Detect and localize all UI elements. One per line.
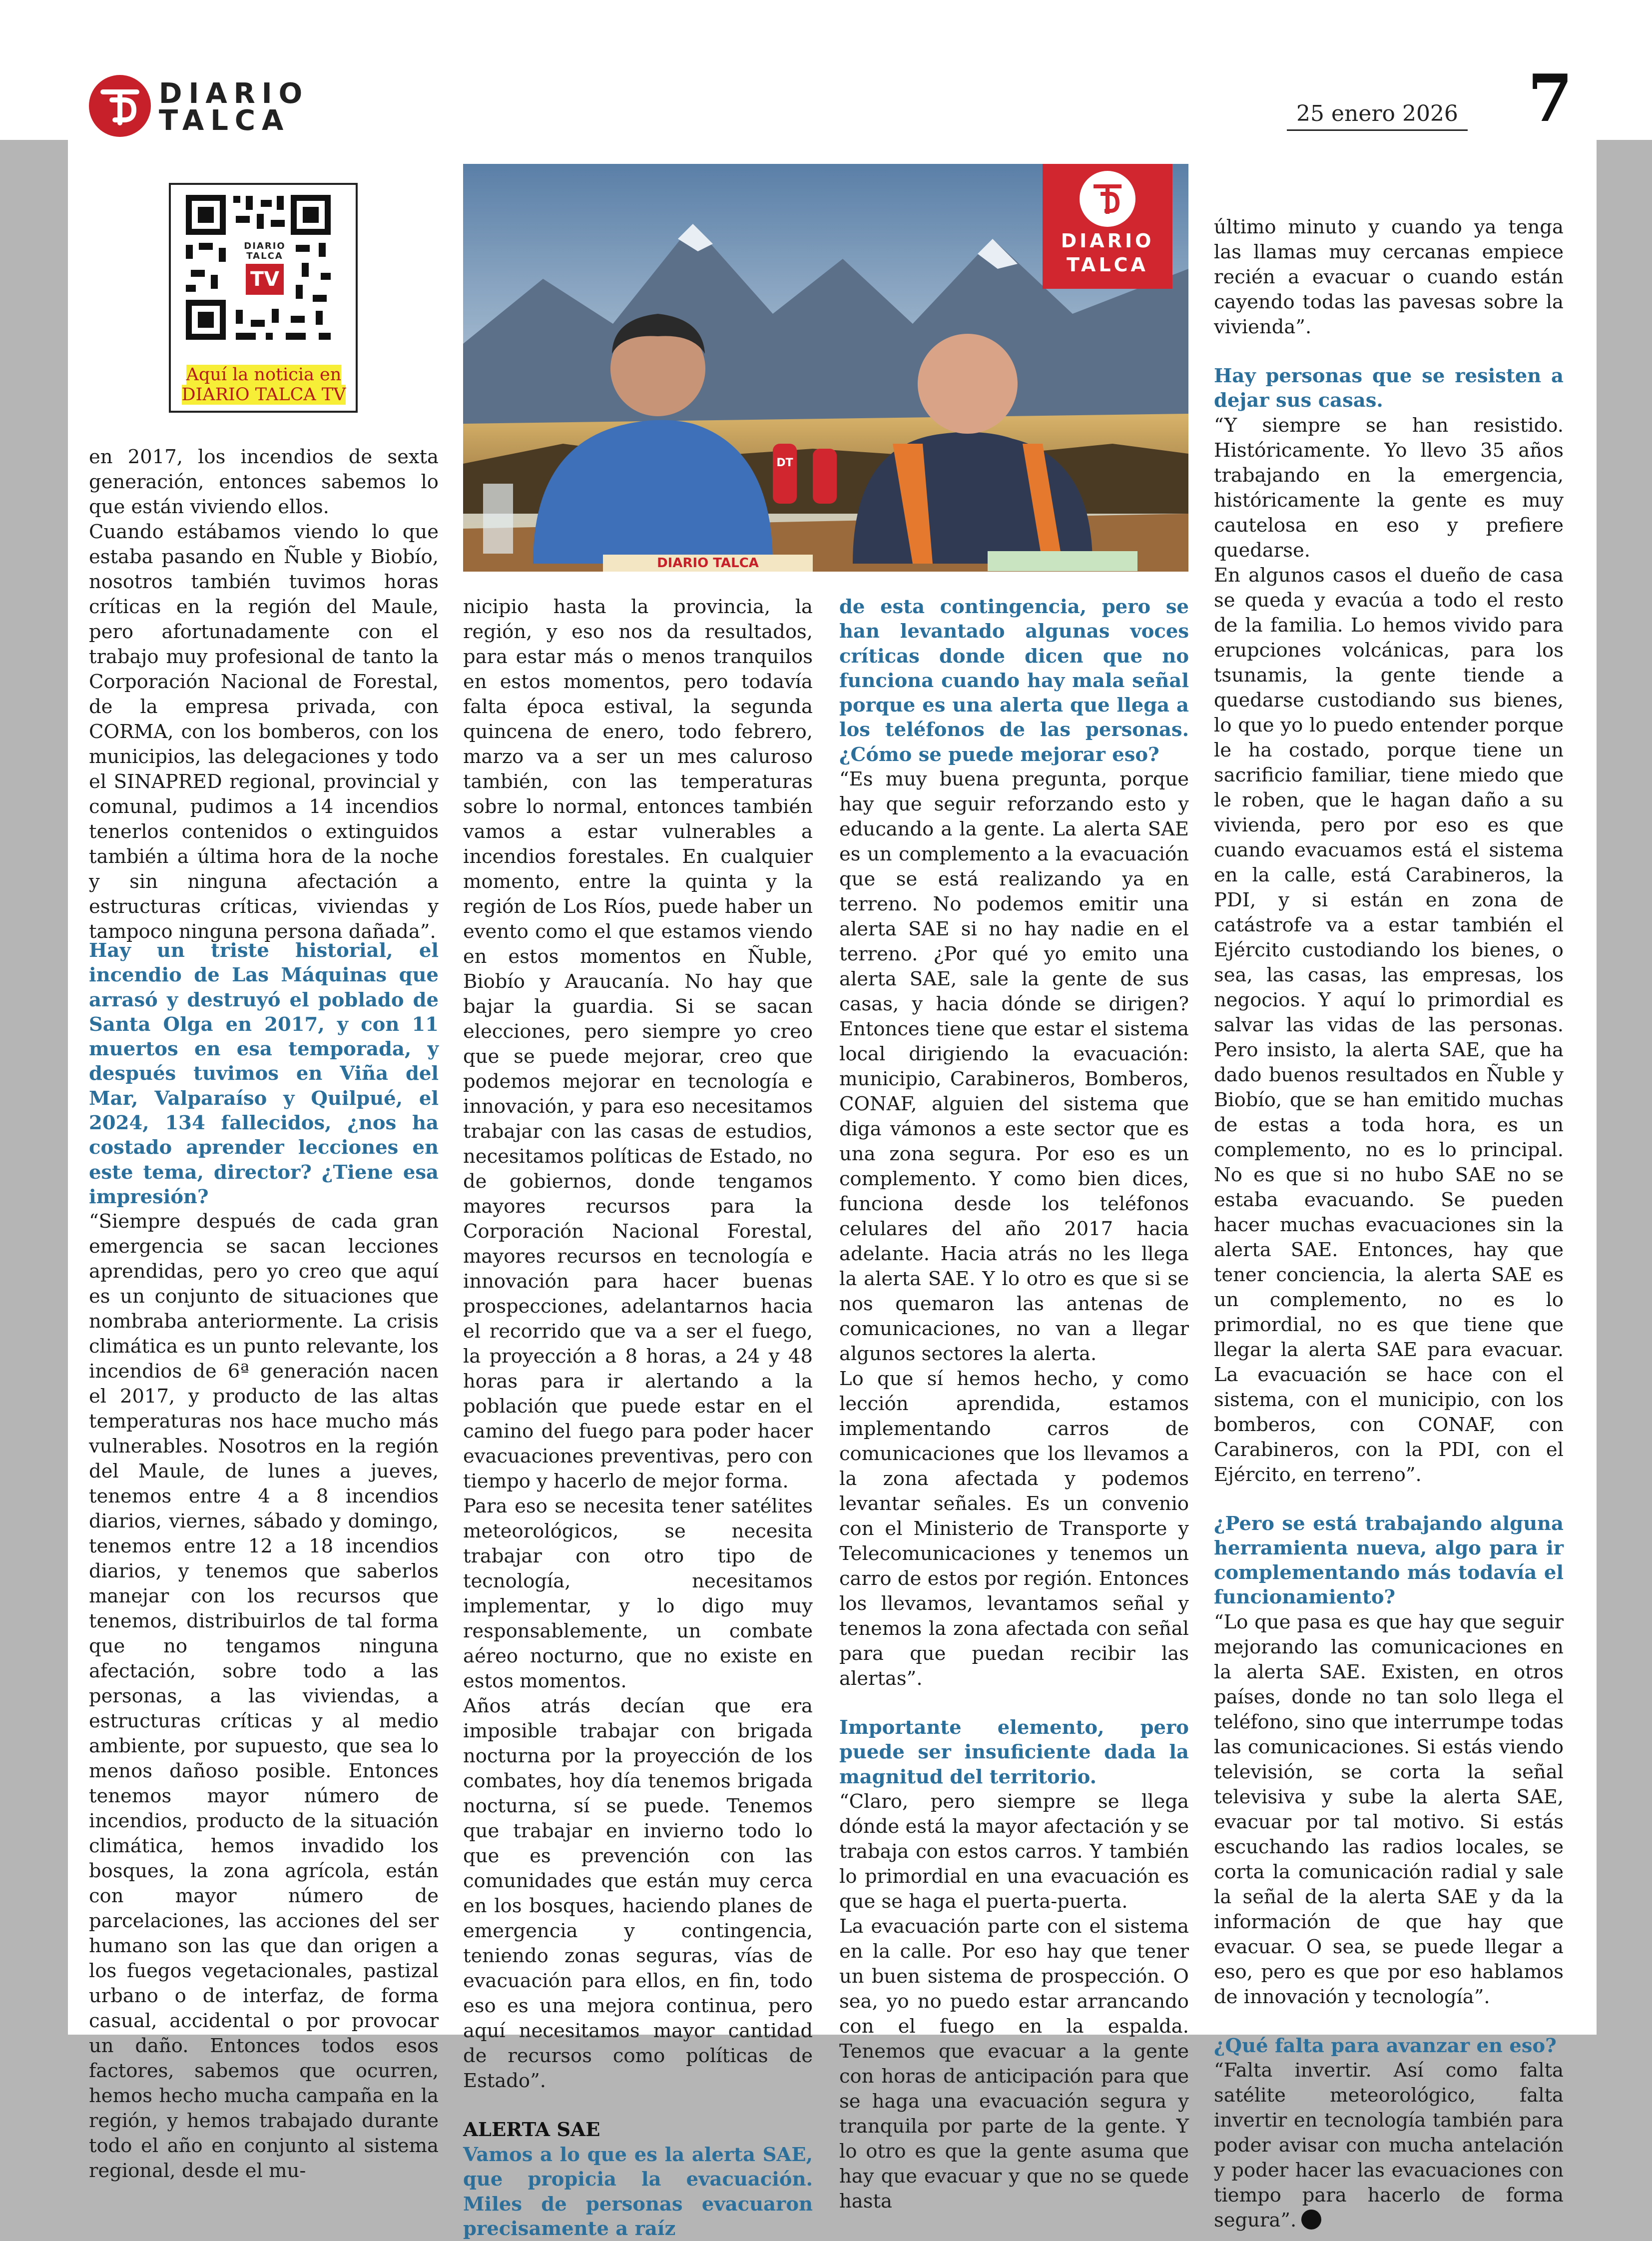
photo-brand-line-2: TALCA [1067, 254, 1148, 276]
final-text: “Falta invertir. Así como falta satélite meteorológico, falta invertir en tecnología también para poder avisar con mucha antelación y poder hacer las evacuaciones con tiempo para hacerlo de forma segura”. [1214, 2059, 1564, 2232]
page-header [0, 0, 1652, 140]
paragraph: Años atrás decían que era imposible trabajar con brigada nocturna por la proyección de los combates, hoy día tenemos brigada nocturna, sí se puede. Tenemos que trabajar en invierno todo lo que es prevención con las comunidades que están muy cerca en los bosques, haciendo planes de emergencia y contingencia, teniendo zonas seguras, vías de evacuación para ellos, en fin, todo eso es una mejora continua, pero aquí necesitamos mayor cantidad de recursos como políticas de Estado”. [463, 1695, 813, 2092]
column-2 [463, 595, 813, 2241]
question-heading: Hay personas que se resisten a dejar sus casas. [1214, 365, 1564, 412]
question-heading: Vamos a lo que es la alerta SAE, que propicia la evacuación. Miles de personas evacuaron precisamente a raíz [463, 2144, 813, 2240]
microphone-2 [813, 449, 837, 504]
paragraph: en 2017, los incendios de sexta generación, entonces sabemos lo que están viviendo ellos. [89, 446, 439, 518]
qr-brand-tv-badge: TV [246, 264, 284, 295]
question-heading: ¿Pero se está trabajando alguna herramienta nueva, algo para ir complementando más todavía el funcionamiento? [1214, 1512, 1564, 1609]
paragraph: “Es muy buena pregunta, porque hay que seguir reforzando esto y educando a la gente. La alerta SAE es un complemento a la evacuación que se está realizando ya en terreno. No podemos emitir una alerta SAE si no hay nadie en el terreno. ¿Por qué yo emito una alerta SAE, sale la gente de sus casas, y hacia dónde se dirigen? Entonces tiene que estar el sistema local dirigiendo la evacuación: municipio, Carabineros, Bomberos, CONAF, alguien del sistema que diga vámonos a este sector que es una zona segura. Por eso es un complemento. Y como bien dices, funciona desde los teléfonos celulares del año 2017 hacia adelante. Hacia atrás no les llega la alerta SAE. Y lo otro es que si se nos quemaron las antenas de comunicaciones, no van a llegar algunos sectores la alerta. [839, 768, 1189, 1366]
paragraph: nicipio hasta la provincia, la región, y eso nos da resultados, para estar más o menos tranquilos en estos momentos, pero todavía falta época estival, la segunda quincena de enero, todo febrero, marzo va a ser un mes caluroso también, con las temperaturas sobre lo normal, entonces también vamos a estar vulnerables a incendios forestales. En cualquier momento, entre la quinta y la región de Los Ríos, puede haber un evento como el que estamos viendo en estos momentos en Ñuble, Biobío y Araucanía. No hay que bajar la guardia. Si se sacan elecciones, pero siempre yo creo que se puede mejorar, creo que podemos mejorar en tecnología e innovación, y para eso necesitamos trabajar con las casas de estudios, necesitamos políticas de Estado, no de gobiernos, donde tengamos mayores recursos para la Corporación Nacional Forestal, mayores recursos en tecnología e innovación para hacer buenas prospecciones, adelantarnos hacia el recorrido que va a ser el fuego, la proyección a 8 horas, a 24 y 48 horas para ir alertando a la población que puede estar en el camino del fuego para poder hacer evacuaciones preventivas, pero con tiempo y hacerlo de mejor forma. [463, 596, 813, 1493]
qr-caption-line-2: DIARIO TALCA TV [181, 385, 346, 405]
qr-caption-line-1: Aquí la noticia en [186, 365, 342, 385]
paragraph: “Lo que pasa es que hay que seguir mejorando las comunicaciones en la alerta SAE. Existen, en otros países, donde no tan solo llega el teléfono, sino que interrumpe todas las comunicaciones. Si estás viendo televisión, se corta la señal televisiva y sube la alerta SAE, evacuar por tal motivo. Si estás escuchando las radios locales, se corta la comunicación radial y sale la señal de la alerta SAE y da la información de que hay que evacuar. O sea, se puede llegar a eso, pero es que por eso hablamos de innovación y tecnología”. [1214, 1610, 1564, 2008]
paragraph: La evacuación parte con el sistema en la calle. Por eso hay que tener un buen sistema de prospección. O sea, yo no puedo estar arrancando con el fuego en la espalda. Tenemos que evacuar a la gente con horas de anticipación para que se haga una evacuación segura y tranquila por parte de la gente. Y lo otro es que la gente asuma que hay que evacuar y que no se quede hasta [839, 1915, 1189, 2213]
paragraph: último minuto y cuando ya tenga las llamas muy cercanas empiece recién a evacuar o cuando están cayendo todas las pavesas sobre la vivienda”. [1214, 216, 1564, 338]
paragraph: Cuando estábamos viendo lo que estaba pasando en Ñuble y Biobío, nosotros también tuvimos horas críticas en la región del Maule, pero afortunadamente con el trabajo muy profesional de tanto la Corporación Nacional de Forestal, de la empresa privada, con CORMA, con los bomberos, con los municipios, las delegaciones y todo el SINAPRED regional, provincial y comunal, pudimos a 14 incendios tenerlos contenidos o extinguidos también a última hora de la noche y sin ninguna afectación a estructuras críticas, viviendas y tampoco ninguna persona dañada”. [89, 521, 439, 943]
paragraph-final [1214, 2058, 1564, 2233]
column-3 [839, 595, 1189, 2214]
page-number: 7 [1528, 60, 1573, 136]
microphone-1 [773, 444, 797, 504]
qr-caption [179, 365, 349, 405]
logo-line-2: TALCA [159, 104, 290, 137]
question-heading: de esta contingencia, pero se han levantado algunas voces críticas donde dicen que no funciona cuando hay mala señal porque es una alerta que llega a los teléfonos de las personas. ¿Cómo se puede mejorar eso? [839, 596, 1189, 766]
question-heading: ¿Qué falta para avanzar en eso? [1214, 2034, 1557, 2057]
paragraph: “Claro, pero siempre se llega dónde está la mayor afectación y se trabaja con estos carros. Y también lo primordial en una evacuación es que se haga el puerta-puerta. [839, 1790, 1189, 1913]
question-heading: Hay un triste historial, el incendio de Las Máquinas que arrasó y destruyó el poblado de Santa Olga en 2017, y con 11 muertos en esa temporada, y después tuvimos en Viña del Mar, Valparaíso y Quilpué, el 2024, 134 fallecidos, ¿nos ha costado aprender lecciones en este tema, director? ¿Tiene esa impresión? [89, 939, 439, 1208]
column-4 [1214, 215, 1564, 2233]
qr-brand-line-2: TALCA [246, 251, 283, 261]
issue-date: 25 enero 2026 [1287, 101, 1468, 131]
interview-photo-illustration [463, 164, 1188, 572]
paragraph: Para eso se necesita tener satélites meteorológicos, se necesita trabajar con otro tipo de tecnología, necesitamos implementar, y lo digo muy responsablemente, un combate aéreo nocturno, que no existe en estos momentos. [463, 1495, 813, 1692]
column-1-top [89, 445, 439, 944]
section-subhead: ALERTA SAE [463, 2119, 600, 2141]
microphone-label: DT [776, 457, 793, 469]
paragraph: Lo que sí hemos hecho, y como lección aprendida, estamos implementando carros de comunicaciones que los llevamos a la zona afectada y podemos levantar señales. Es un convenio con el Ministerio de Transporte y Telecomunicaciones y tenemos un carro de estos por región. Entonces los llevamos, levantamos señal y tenemos la zona afectada con señal para que puedan recibir las alertas”. [839, 1368, 1189, 1690]
paragraph: En algunos casos el dueño de casa se queda y evacúa a todo el resto de la familia. Lo hemos vivido para erupciones volcánicas, para los tsunamis, la gente tiende a quedarse custodiando sus bienes, lo que yo lo puedo entender porque le ha costado, porque tiene un sacrificio familiar, tiene miedo que le roben, que le hagan daño a su vivienda, pero por eso es que cuando evacuamos está el sistema en la calle, está Carabineros, la PDI, y si están en zona de catástrofe va a estar también el Ejército custodiando los bienes, o sea, las casas, las empresas, los negocios. Y aquí lo primordial es salvar las vidas de las personas. Pero insisto, la alerta SAE, que ha dado buenos resultados en Ñuble y Biobío, que se han emitido muchas de estas a toda hora, es un complemento, no es lo principal. No es que si no hubo SAE no se estaba evacuando. Se pueden hacer muchas evacuaciones sin la alerta SAE. Entonces, hay que tener conciencia, la alerta SAE es un complemento, no es lo primordial, no es que tiene que llegar la alerta SAE para evacuar. La evacuación se hace con el sistema, con el municipio, con los bomberos, con CONAF, con Carabineros, con la PDI, con el Ejército, en terreno”. [1214, 564, 1564, 1486]
paragraph: “Siempre después de cada gran emergencia se sacan lecciones aprendidas, pero yo creo que aquí es un conjunto de situaciones que nombraba anteriormente. La crisis climática es un punto relevante, los incendios de 6ª generación nacen el 2017, y producto de las altas temperaturas nos hace mucho más vulnerables. Nosotros en la región del Maule, de lunes a jueves, tenemos entre 4 a 8 incendios diarios, viernes, sábado y domingo, tenemos entre 12 a 18 incendios diarios, y tenemos que saberlos manejar con los recursos que tenemos, distribuirlos de tal forma que no tengamos ninguna afectación, sobre todo a las personas, a las viviendas, a estructuras críticas y al medio ambiente, por supuesto, que sea lo menos dañoso posible. Entonces tenemos mayor número de incendios, producto de la situación climática, hemos invadido los bosques, la zona agrícola, están con mayor número de parcelaciones, las acciones del ser humano son las que dan origen a los fuegos vegetacionales, pastizal urbano o de interfaz, de forma casual, accidental o por provocar un daño. Entonces todos esos factores, sabemos que ocurren, hemos hecho mucha campaña en la región, y hemos trabajado durante todo el año en conjunto al sistema regional, desde el mu- [89, 1210, 439, 2183]
column-1-bottom [89, 938, 439, 2184]
diario-talca-logo-icon [88, 74, 152, 138]
interview-photo [463, 164, 1188, 572]
qr-brand-line-1: DIARIO [244, 241, 286, 251]
end-of-article-icon [1301, 2210, 1321, 2230]
question-heading: Importante elemento, pero puede ser insuficiente dada la magnitud del territorio. [839, 1716, 1189, 1788]
paragraph: “Y siempre se han resistido. Históricamente. Yo llevo 35 años trabajando en la emergencia, históricamente la gente es muy cautelosa en eso y prefiere quedarse. [1214, 414, 1564, 562]
water-glass [483, 484, 513, 554]
photo-newspaper-label: DIARIO TALCA [657, 556, 759, 571]
photo-brand-line-1: DIARIO [1061, 230, 1154, 252]
logo-line-1: DIARIO [159, 77, 309, 110]
